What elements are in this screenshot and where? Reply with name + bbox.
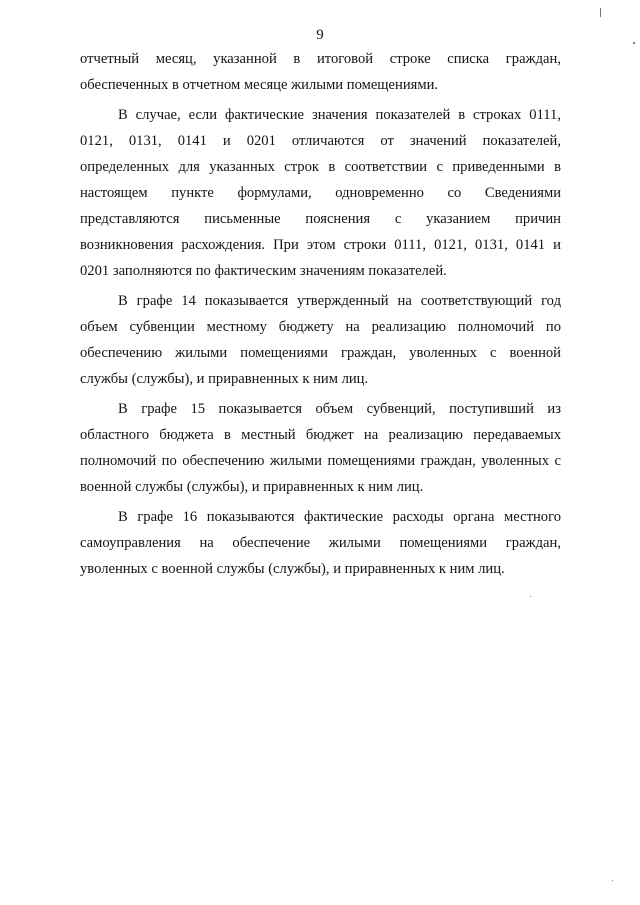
paragraph-line: объем субвенции местному бюджету на реализацию полномочий по	[80, 319, 561, 335]
paragraph-1	[80, 46, 561, 98]
paragraph-line: 0121, 0131, 0141 и 0201 отличаются от значений показателей,	[80, 133, 561, 149]
paragraph-3	[80, 288, 561, 392]
paragraph-line: военной службы (службы), и приравненных к ним лиц.	[80, 479, 424, 495]
paragraph-line: обеспечению жилыми помещениями граждан, уволенных с военной	[80, 345, 561, 361]
paragraph-line: настоящем пункте формулами, одновременно со Сведениями	[80, 185, 561, 201]
document-body	[80, 46, 561, 582]
page-number: 9	[316, 27, 324, 43]
scan-speck	[633, 42, 635, 44]
paragraph-5	[80, 504, 561, 582]
paragraph-2	[80, 102, 561, 284]
paragraph-line: В графе 14 показывается утвержденный на соответствующий год	[118, 293, 561, 309]
paragraph-line: 0201 заполняются по фактическим значениям показателей.	[80, 263, 447, 279]
paragraph-line: службы (службы), и приравненных к ним лиц.	[80, 371, 369, 387]
paragraph-line: самоуправления на обеспечение жилыми помещениями граждан,	[80, 535, 561, 551]
paragraph-line: уволенных с военной службы (службы), и приравненных к ним лиц.	[80, 561, 505, 577]
paragraph-line: областного бюджета в местный бюджет на реализацию передаваемых	[80, 427, 561, 443]
paragraph-line: обеспеченных в отчетном месяце жилыми помещениями.	[80, 77, 439, 93]
paragraph-line: представляются письменные пояснения с указанием причин	[80, 211, 561, 227]
paragraph-line: отчетный месяц, указанной в итоговой строке списка граждан,	[80, 51, 561, 67]
paragraph-line: В графе 16 показываются фактические расходы органа местного	[118, 509, 561, 525]
paragraph-line: полномочий по обеспечению жилыми помещениями граждан, уволенных с	[80, 453, 561, 469]
paragraph-line: определенных для указанных строк в соответствии с приведенными в	[80, 159, 561, 175]
scan-speck	[612, 880, 613, 881]
paragraph-line: В случае, если фактические значения показателей в строках 0111,	[118, 107, 561, 123]
paragraph-line: возникновения расхождения. При этом строки 0111, 0121, 0131, 0141 и	[80, 237, 561, 253]
paragraph-4	[80, 396, 561, 500]
paragraph-line: В графе 15 показывается объем субвенций, поступивший из	[118, 401, 561, 417]
scan-speck	[530, 596, 531, 597]
scan-edge-mark	[600, 8, 601, 17]
